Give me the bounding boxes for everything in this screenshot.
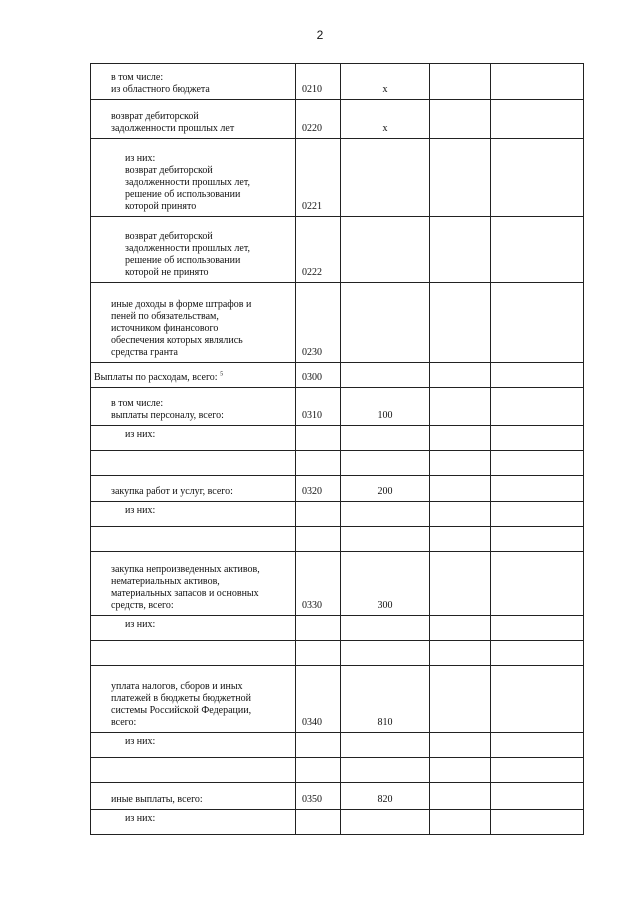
table-row bbox=[91, 783, 584, 810]
table-row bbox=[91, 217, 584, 283]
value-cell bbox=[491, 783, 584, 810]
table-row bbox=[91, 810, 584, 835]
row-code: 0350 bbox=[296, 783, 341, 810]
value-cell bbox=[491, 388, 584, 426]
row-code bbox=[296, 502, 341, 527]
row-kbk: 200 bbox=[341, 476, 430, 502]
row-label: из них: bbox=[125, 429, 156, 440]
row-code bbox=[296, 616, 341, 641]
value-cell bbox=[491, 64, 584, 100]
table-row bbox=[91, 363, 584, 388]
row-code: 0330 bbox=[296, 552, 341, 616]
row-label: из них: bbox=[125, 505, 156, 516]
value-cell bbox=[491, 217, 584, 283]
value-cell bbox=[491, 100, 584, 139]
row-kbk: 820 bbox=[341, 783, 430, 810]
row-code bbox=[296, 810, 341, 835]
row-label bbox=[91, 641, 296, 666]
row-code bbox=[296, 451, 341, 476]
row-kbk: 300 bbox=[341, 552, 430, 616]
row-kbk: 810 bbox=[341, 666, 430, 733]
value-cell bbox=[491, 666, 584, 733]
row-code bbox=[296, 758, 341, 783]
row-kbk bbox=[341, 527, 430, 552]
value-cell bbox=[491, 139, 584, 217]
value-cell bbox=[491, 810, 584, 835]
row-code: 0221 bbox=[296, 139, 341, 217]
table-row bbox=[91, 139, 584, 217]
value-cell bbox=[430, 283, 491, 363]
row-code: 0210 bbox=[296, 64, 341, 100]
row-kbk bbox=[341, 502, 430, 527]
row-label: возврат дебиторской задолженности прошлых лет bbox=[111, 111, 235, 134]
row-kbk bbox=[341, 616, 430, 641]
value-cell bbox=[430, 527, 491, 552]
value-cell bbox=[491, 552, 584, 616]
table-row bbox=[91, 666, 584, 733]
value-cell bbox=[430, 733, 491, 758]
value-cell bbox=[430, 552, 491, 616]
value-cell bbox=[491, 527, 584, 552]
value-cell bbox=[491, 451, 584, 476]
row-code: 0222 bbox=[296, 217, 341, 283]
row-kbk bbox=[341, 641, 430, 666]
value-cell bbox=[430, 451, 491, 476]
value-cell bbox=[491, 426, 584, 451]
value-cell bbox=[430, 476, 491, 502]
row-label: в том числе: выплаты персоналу, всего: bbox=[111, 398, 224, 421]
row-code: 0320 bbox=[296, 476, 341, 502]
value-cell bbox=[430, 139, 491, 217]
row-kbk bbox=[341, 451, 430, 476]
row-kbk bbox=[341, 758, 430, 783]
row-label: возврат дебиторской задолженности прошлых лет, решение об использовании которой не принято bbox=[125, 231, 250, 278]
row-label bbox=[91, 758, 296, 783]
table-row bbox=[91, 527, 584, 552]
row-label: уплата налогов, сборов и иных платежей в бюджеты бюджетной системы Российской Федерации, всего: bbox=[111, 681, 252, 728]
value-cell bbox=[430, 217, 491, 283]
table-row bbox=[91, 64, 584, 100]
row-kbk bbox=[341, 139, 430, 217]
row-label: из них: возврат дебиторской задолженности прошлых лет, решение об использовании которой принято bbox=[125, 153, 250, 212]
row-code: 0300 bbox=[296, 363, 341, 388]
value-cell bbox=[430, 502, 491, 527]
value-cell bbox=[430, 641, 491, 666]
row-label: иные доходы в форме штрафов и пеней по обязательствам, источником финансового обеспечения которых являлись средства гранта bbox=[111, 299, 252, 358]
row-kbk: x bbox=[341, 64, 430, 100]
row-label: закупка работ и услуг, всего: bbox=[111, 486, 233, 497]
footnote-marker: 5 bbox=[220, 371, 224, 378]
table-row bbox=[91, 733, 584, 758]
table-row bbox=[91, 616, 584, 641]
value-cell bbox=[491, 641, 584, 666]
table-row bbox=[91, 451, 584, 476]
value-cell bbox=[430, 64, 491, 100]
row-kbk bbox=[341, 283, 430, 363]
row-code: 0230 bbox=[296, 283, 341, 363]
value-cell bbox=[430, 666, 491, 733]
row-label: из них: bbox=[125, 619, 156, 630]
table-row bbox=[91, 502, 584, 527]
row-kbk bbox=[341, 217, 430, 283]
value-cell bbox=[430, 388, 491, 426]
row-label: Выплаты по расходам, всего: $^5$ bbox=[94, 371, 224, 383]
value-cell bbox=[430, 363, 491, 388]
row-code bbox=[296, 527, 341, 552]
table-row bbox=[91, 283, 584, 363]
row-label: из них: bbox=[125, 736, 156, 747]
page-number: 2 bbox=[316, 28, 324, 42]
value-cell bbox=[491, 733, 584, 758]
row-code bbox=[296, 426, 341, 451]
value-cell bbox=[430, 100, 491, 139]
row-code: 0340 bbox=[296, 666, 341, 733]
value-cell bbox=[491, 283, 584, 363]
table-row bbox=[91, 100, 584, 139]
row-label bbox=[91, 451, 296, 476]
row-label: в том числе: из областного бюджета bbox=[111, 72, 210, 95]
value-cell bbox=[491, 363, 584, 388]
row-label: иные выплаты, всего: bbox=[111, 794, 203, 805]
row-code: 0220 bbox=[296, 100, 341, 139]
row-kbk bbox=[341, 426, 430, 451]
table-row bbox=[91, 552, 584, 616]
value-cell bbox=[430, 783, 491, 810]
table-row bbox=[91, 388, 584, 426]
table-row bbox=[91, 641, 584, 666]
value-cell bbox=[430, 616, 491, 641]
value-cell bbox=[430, 426, 491, 451]
table-row bbox=[91, 426, 584, 451]
row-kbk bbox=[341, 810, 430, 835]
row-label: закупка непроизведенных активов, нематериальных активов, материальных запасов и основных средств, всего: bbox=[111, 564, 260, 611]
row-kbk bbox=[341, 733, 430, 758]
row-label bbox=[91, 527, 296, 552]
row-code: 0310 bbox=[296, 388, 341, 426]
row-code bbox=[296, 641, 341, 666]
value-cell bbox=[491, 502, 584, 527]
budget-table bbox=[90, 63, 584, 835]
row-kbk: x bbox=[341, 100, 430, 139]
value-cell bbox=[491, 758, 584, 783]
value-cell bbox=[491, 476, 584, 502]
row-code bbox=[296, 733, 341, 758]
table-row bbox=[91, 758, 584, 783]
table-row bbox=[91, 476, 584, 502]
row-kbk: 100 bbox=[341, 388, 430, 426]
row-kbk bbox=[341, 363, 430, 388]
value-cell bbox=[430, 758, 491, 783]
value-cell bbox=[430, 810, 491, 835]
row-label: из них: bbox=[125, 813, 156, 824]
value-cell bbox=[491, 616, 584, 641]
